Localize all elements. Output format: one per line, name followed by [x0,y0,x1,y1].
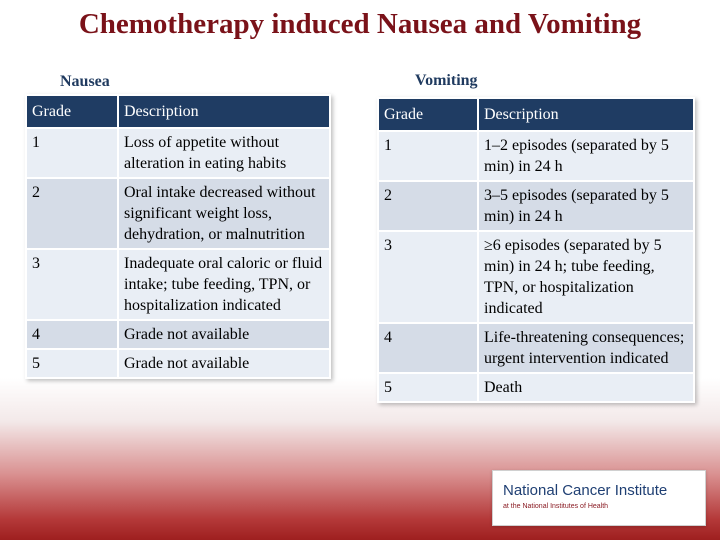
grade-cell: 1 [26,128,118,178]
table-row [26,320,330,349]
vomiting-label: Vomiting [415,72,478,89]
table-header-row [26,95,330,128]
description-cell: Inadequate oral caloric or fluid intake; tube feeding, TPN, or hospitalization indicated [118,249,330,320]
description-cell: Grade not available [118,349,330,378]
table-row [26,178,330,249]
grade-cell: 3 [378,231,478,323]
grade-cell: 2 [26,178,118,249]
description-cell: Loss of appetite without alteration in eating habits [118,128,330,178]
logo-name: National Cancer Institute [503,482,668,499]
slide-title: Chemotherapy induced Nausea and Vomiting [78,8,642,40]
header-grade: Grade [26,95,118,128]
table-header-row [378,98,694,131]
grade-cell: 5 [378,373,478,402]
description-cell: Grade not available [118,320,330,349]
table-row [378,131,694,181]
table-row [26,349,330,378]
grade-cell: 5 [26,349,118,378]
description-cell: 1–2 episodes (separated by 5 min) in 24 h [478,131,694,181]
header-grade: Grade [378,98,478,131]
nausea-label: Nausea [60,73,110,90]
description-cell: ≥6 episodes (separated by 5 min) in 24 h; tube feeding, TPN, or hospitalization indicated [478,231,694,323]
table-row [378,231,694,323]
nci-logo [492,470,706,526]
description-cell: Oral intake decreased without significant weight loss, dehydration, or malnutrition [118,178,330,249]
table-row [378,373,694,402]
table-row [378,323,694,373]
grade-cell: 2 [378,181,478,231]
table-row [378,181,694,231]
description-cell: Life-threatening consequences; urgent intervention indicated [478,323,694,373]
header-description: Description [478,98,694,131]
header-description: Description [118,95,330,128]
table-row [26,128,330,178]
vomiting-table [377,97,695,403]
grade-cell: 1 [378,131,478,181]
description-cell: Death [478,373,694,402]
logo-subtitle: at the National Institutes of Health [503,503,609,510]
grade-cell: 4 [378,323,478,373]
description-cell: 3–5 episodes (separated by 5 min) in 24 h [478,181,694,231]
grade-cell: 4 [26,320,118,349]
nausea-table [25,94,331,379]
table-row [26,249,330,320]
grade-cell: 3 [26,249,118,320]
